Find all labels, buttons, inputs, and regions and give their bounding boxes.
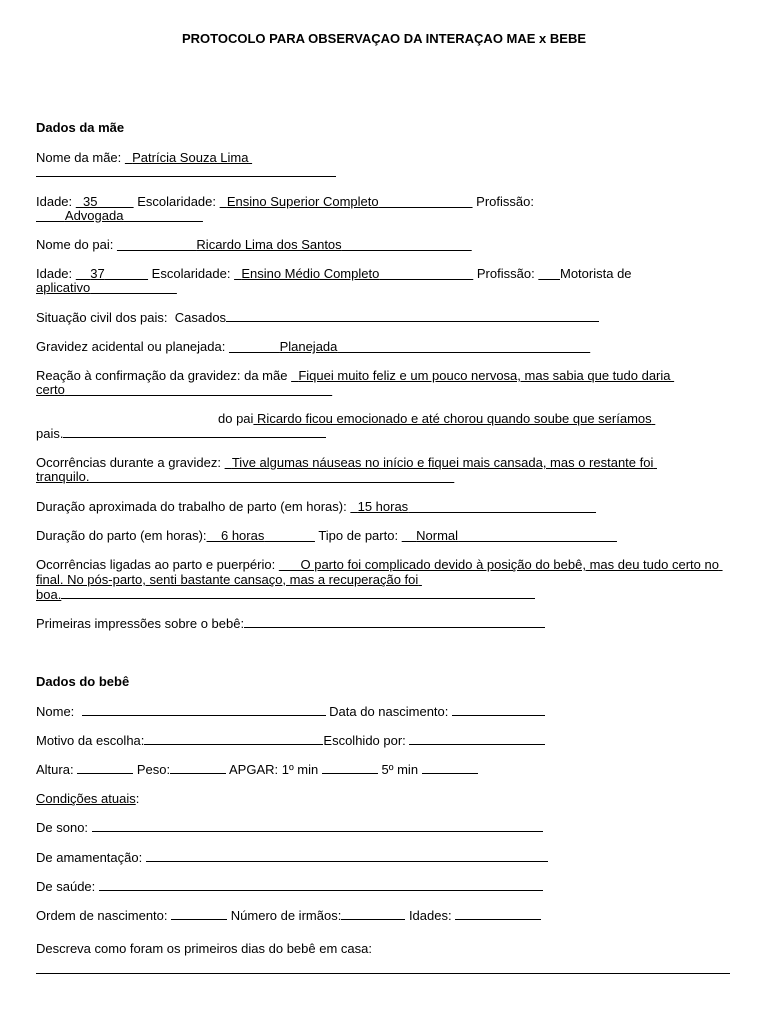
reacao-pai-line-2 bbox=[36, 426, 326, 441]
ocorrencias-parto-field[interactable]: O parto foi complicado devido à posição do bebê, mas deu tudo certo no bbox=[300, 557, 719, 572]
nome-bebe-label: Nome: bbox=[36, 704, 75, 719]
motivo-line bbox=[36, 733, 545, 748]
ocorrencias-gravidez-line-2 bbox=[36, 469, 454, 484]
profissao-mae-field[interactable]: Advogada bbox=[64, 208, 124, 223]
condicoes-line: Condições atuais: bbox=[36, 791, 140, 806]
trabalho-parto-field[interactable]: 15 horas bbox=[357, 499, 409, 514]
ocorrencias-gravidez-label: Ocorrências durante a gravidez: bbox=[36, 455, 221, 470]
escolhido-label: Escolhido por: bbox=[323, 733, 406, 748]
reacao-mae-field-2[interactable]: certo bbox=[36, 382, 65, 397]
ocorrencias-parto-line bbox=[36, 557, 723, 572]
profissao-pai-label: Profissão: bbox=[476, 266, 535, 281]
profissao-pai-value: Motorista de bbox=[560, 266, 632, 281]
amamentacao-line bbox=[36, 850, 548, 865]
idade-pai-label: Idade: bbox=[36, 266, 73, 281]
sono-label: De sono: bbox=[36, 820, 89, 835]
amamentacao-label: De amamentação: bbox=[36, 850, 143, 865]
saude-line bbox=[36, 879, 543, 894]
idade-mae-label: Idade: bbox=[36, 194, 73, 209]
escolaridade-mae-label: Escolaridade: bbox=[137, 194, 217, 209]
saude-label: De saúde: bbox=[36, 879, 96, 894]
nome-pai-line bbox=[36, 237, 472, 252]
impressoes-blank[interactable] bbox=[244, 616, 545, 628]
reacao-pai-value-2: pais. bbox=[36, 426, 64, 441]
profissao-mae-label: Profissão: bbox=[476, 194, 534, 209]
situacao-label: Situação civil dos pais: bbox=[36, 310, 168, 325]
gravidez-line bbox=[36, 339, 590, 354]
apgar5-blank[interactable] bbox=[422, 762, 478, 774]
altura-blank[interactable] bbox=[77, 762, 133, 774]
nome-mae-blank[interactable] bbox=[36, 165, 336, 177]
nome-mae-field[interactable]: Patrícia Souza Lima bbox=[132, 150, 249, 165]
reacao-pai-line bbox=[218, 411, 655, 426]
ocorrencias-parto-field-3[interactable]: boa. bbox=[36, 587, 62, 602]
nome-mae-line bbox=[36, 150, 252, 165]
impressoes-label: Primeiras impressões sobre o bebê: bbox=[36, 616, 245, 631]
ordem-label: Ordem de nascimento: bbox=[36, 908, 168, 923]
parto-field[interactable]: 6 horas bbox=[220, 528, 265, 543]
apgar1-label: APGAR: 1º min bbox=[228, 762, 319, 777]
ordem-line bbox=[36, 908, 541, 923]
situacao-blank[interactable] bbox=[226, 310, 599, 322]
ocorrencias-parto-line-2 bbox=[36, 572, 422, 587]
sono-blank[interactable] bbox=[92, 820, 543, 832]
amamentacao-blank[interactable] bbox=[146, 850, 548, 862]
altura-label: Altura: bbox=[36, 762, 74, 777]
escolaridade-pai-label: Escolaridade: bbox=[151, 266, 231, 281]
ordem-blank[interactable] bbox=[171, 908, 227, 920]
profissao-mae-line bbox=[36, 208, 203, 223]
reacao-pai-blank[interactable] bbox=[63, 426, 326, 438]
peso-label: Peso: bbox=[136, 762, 171, 777]
nascimento-label: Data do nascimento: bbox=[329, 704, 449, 719]
page-title: PROTOCOLO PARA OBSERVAÇAO DA INTERAÇAO MAE x BEBE bbox=[182, 31, 586, 46]
tipo-parto-label: Tipo de parto: bbox=[318, 528, 399, 543]
irmaos-label: Número de irmãos: bbox=[230, 908, 342, 923]
ocorrencias-parto-blank[interactable] bbox=[61, 587, 535, 599]
gravidez-label: Gravidez acidental ou planejada: bbox=[36, 339, 226, 354]
idades-blank[interactable] bbox=[455, 908, 541, 920]
escolhido-blank[interactable] bbox=[409, 733, 545, 745]
reacao-mae-line bbox=[36, 368, 674, 383]
nome-mae-label: Nome da mãe: bbox=[36, 150, 122, 165]
parto-line bbox=[36, 528, 617, 543]
escolaridade-mae-field[interactable]: Ensino Superior Completo bbox=[226, 194, 379, 209]
reacao-pai-field[interactable]: Ricardo ficou emocionado e até chorou quando soube que seríamos bbox=[257, 411, 652, 426]
trabalho-parto-line bbox=[36, 499, 596, 514]
primeiros-dias-blank[interactable] bbox=[36, 962, 730, 974]
impressoes-line bbox=[36, 616, 545, 631]
motivo-label: Motivo da escolha: bbox=[36, 733, 145, 748]
nascimento-blank[interactable] bbox=[452, 704, 545, 716]
ocorrencias-parto-field-2[interactable]: final. No pós-parto, senti bastante cansaço, mas a recuperação foi bbox=[36, 572, 419, 587]
idades-label: Idades: bbox=[408, 908, 452, 923]
primeiros-dias-label: Descreva como foram os primeiros dias do bebê em casa: bbox=[36, 941, 372, 956]
nome-pai-field[interactable]: Ricardo Lima dos Santos bbox=[196, 237, 342, 252]
section-heading-bebe: Dados do bebê bbox=[36, 674, 130, 689]
idade-pai-line bbox=[36, 266, 632, 281]
section-heading-mae: Dados da mãe bbox=[36, 120, 125, 135]
ocorrencias-gravidez-field[interactable]: Tive algumas náuseas no início e fiquei mais cansada, mas o restante foi bbox=[231, 455, 654, 470]
profissao-pai-blank[interactable] bbox=[538, 266, 560, 281]
situacao-line bbox=[36, 310, 599, 325]
ocorrencias-gravidez-line bbox=[36, 455, 657, 470]
reacao-mae-label: Reação à confirmação da gravidez: da mãe bbox=[36, 368, 288, 383]
reacao-mae-line-2 bbox=[36, 382, 332, 397]
primeiros-dias-line-2 bbox=[36, 962, 730, 977]
apgar5-label: 5º min bbox=[381, 762, 419, 777]
medidas-line bbox=[36, 762, 478, 777]
nome-mae-line-2 bbox=[36, 165, 336, 180]
profissao-pai-field-2[interactable]: aplicativo bbox=[36, 280, 91, 295]
idade-mae-field[interactable]: 35 bbox=[83, 194, 98, 209]
irmaos-blank[interactable] bbox=[341, 908, 405, 920]
reacao-mae-field[interactable]: Fiquei muito feliz e um pouco nervosa, mas sabia que tudo daria bbox=[298, 368, 671, 383]
primeiros-dias-line bbox=[36, 941, 372, 956]
tipo-parto-field[interactable]: Normal bbox=[416, 528, 459, 543]
ocorrencias-parto-line-3 bbox=[36, 587, 535, 602]
motivo-blank[interactable] bbox=[144, 733, 323, 745]
nome-bebe-line bbox=[36, 704, 545, 719]
saude-blank[interactable] bbox=[99, 879, 543, 891]
ocorrencias-parto-label: Ocorrências ligadas ao parto e puerpério: bbox=[36, 557, 276, 572]
gravidez-field[interactable]: Planejada bbox=[279, 339, 338, 354]
situacao-value: Casados bbox=[174, 310, 227, 325]
nome-pai-label: Nome do pai: bbox=[36, 237, 114, 252]
sono-line bbox=[36, 820, 543, 835]
escolaridade-pai-field[interactable]: Ensino Médio Completo bbox=[241, 266, 380, 281]
peso-blank[interactable] bbox=[170, 762, 226, 774]
condicoes-label: Condições atuais bbox=[36, 791, 136, 806]
nome-bebe-blank[interactable] bbox=[82, 704, 326, 716]
apgar1-blank[interactable] bbox=[322, 762, 378, 774]
trabalho-parto-label: Duração aproximada do trabalho de parto (em horas): bbox=[36, 499, 347, 514]
idade-pai-field[interactable]: 37 bbox=[90, 266, 105, 281]
idade-mae-line bbox=[36, 194, 534, 209]
reacao-pai-label: do pai bbox=[218, 411, 254, 426]
ocorrencias-gravidez-field-2[interactable]: tranquilo. bbox=[36, 469, 90, 484]
parto-label: Duração do parto (em horas): bbox=[36, 528, 207, 543]
profissao-pai-line-2 bbox=[36, 280, 177, 295]
